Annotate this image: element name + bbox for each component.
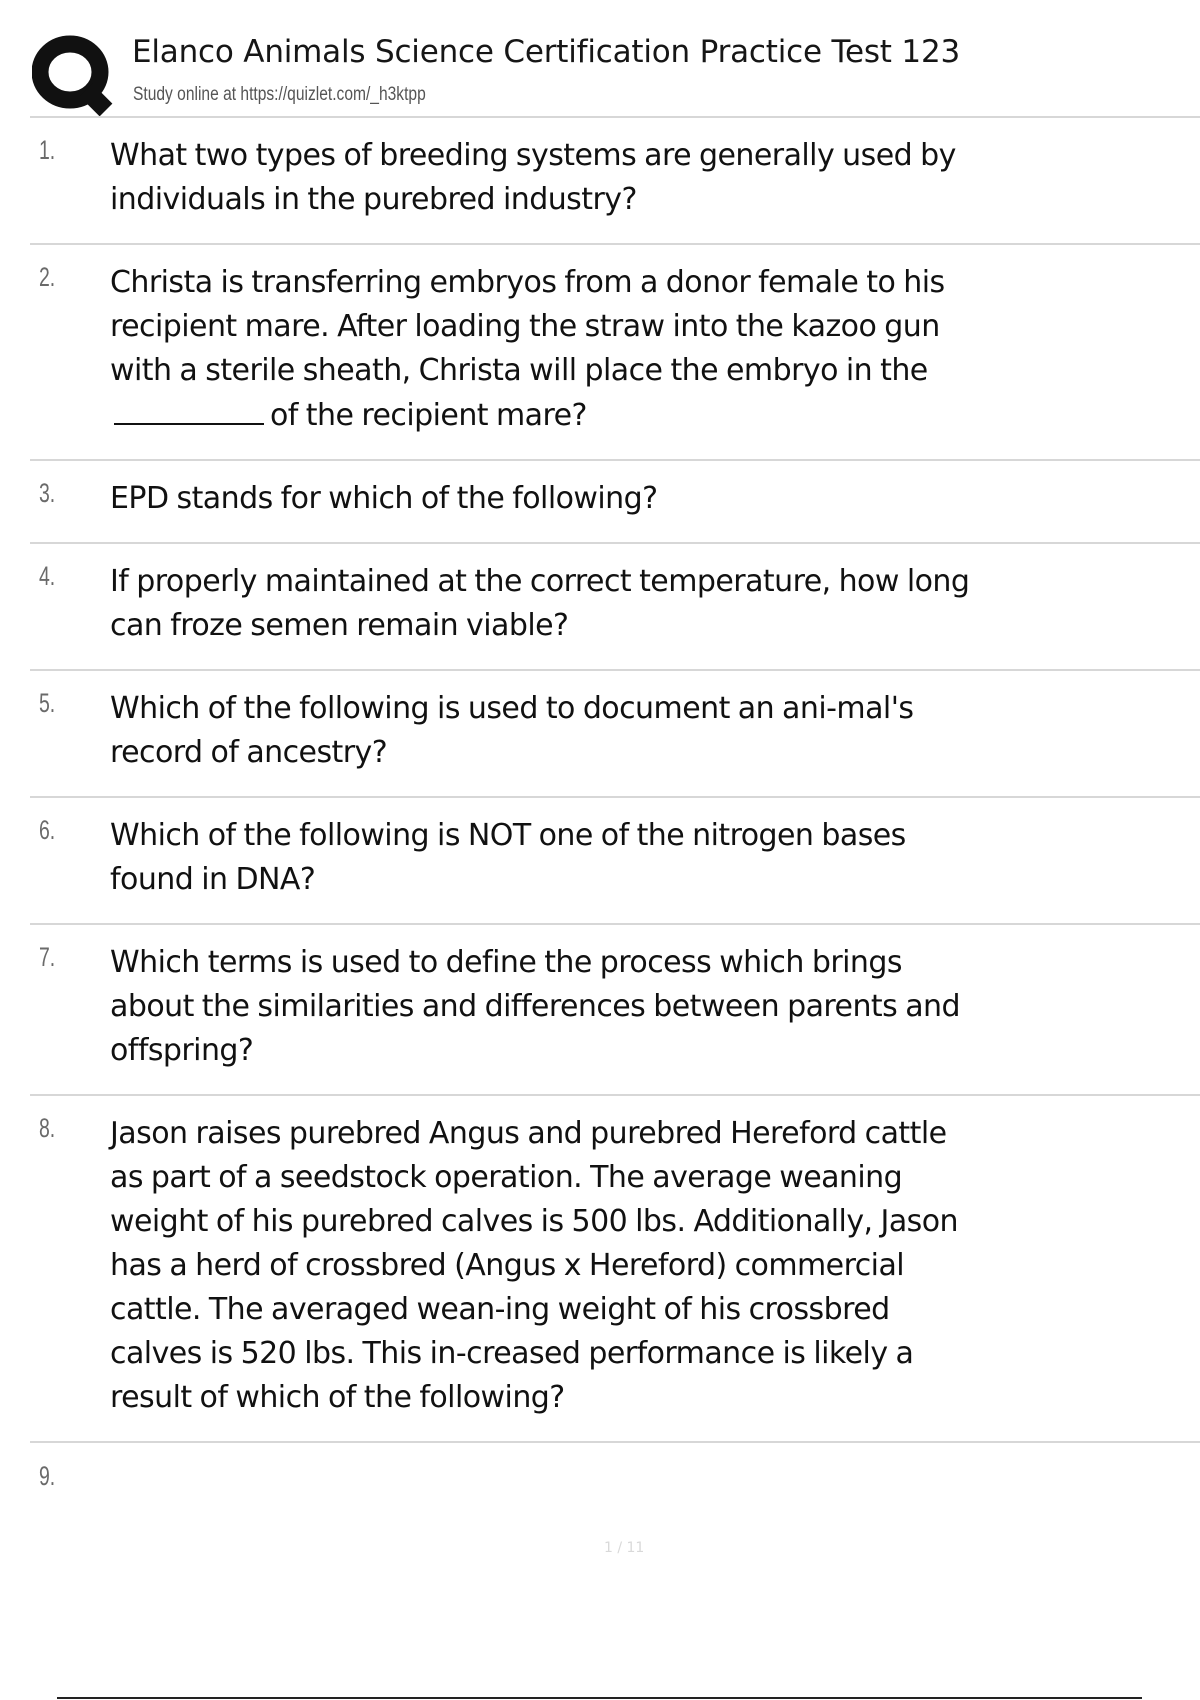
quizlet-q-logo-icon — [32, 34, 142, 118]
question-text: If properly maintained at the correct temperature, how long can froze semen remain viable? — [110, 564, 970, 643]
question-item-6 — [30, 798, 1200, 925]
question-text-before-blank: Christa is transferring embryos from a donor female to his recipient mare. After loading the straw into the kazoo gun with a sterile sheath, Christa will place the embryo in the — [110, 265, 945, 388]
question-number: 8. — [39, 1113, 56, 1143]
question-item-9 — [30, 1443, 1200, 1503]
question-item-2 — [30, 245, 1200, 461]
question-number: 1. — [39, 135, 56, 165]
question-number: 9. — [39, 1461, 56, 1491]
question-item-4 — [30, 544, 1200, 671]
question-list — [30, 116, 1200, 1503]
question-number: 2. — [39, 262, 56, 292]
document-header — [30, 28, 1200, 116]
question-text: EPD stands for which of the following? — [110, 481, 658, 516]
question-item-5 — [30, 671, 1200, 798]
question-number: 4. — [39, 561, 56, 591]
study-online-link[interactable]: Study online at https://quizlet.com/_h3ktpp — [133, 84, 426, 105]
question-item-8 — [30, 1096, 1200, 1443]
footer-divider — [57, 1697, 1142, 1699]
question-text: What two types of breeding systems are generally used by individuals in the purebred industry? — [110, 138, 956, 217]
question-text: Which of the following is NOT one of the nitrogen bases found in DNA? — [110, 818, 906, 897]
question-text — [110, 261, 970, 438]
page-number: 1 / 11 — [604, 1540, 645, 1556]
page-title: Elanco Animals Science Certification Practice Test 123 — [132, 34, 960, 70]
question-number: 6. — [39, 815, 56, 845]
question-text: Which terms is used to define the process which brings about the similarities and differences between parents and offspring? — [110, 945, 960, 1068]
question-number: 5. — [39, 688, 56, 718]
fill-in-blank — [114, 393, 264, 425]
question-item-1 — [30, 118, 1200, 245]
question-text-after-blank: of the recipient mare? — [270, 398, 587, 433]
question-number: 3. — [39, 478, 56, 508]
question-number: 7. — [39, 942, 56, 972]
question-text: Which of the following is used to document an ani-mal's record of ancestry? — [110, 691, 914, 770]
question-text: Jason raises purebred Angus and purebred Hereford cattle as part of a seedstock operation. The average weaning weight of his purebred calves is 500 lbs. Additionally, Jason has a herd of crossbred (Angus x Hereford) commercial cattle. The averaged wean-ing weight of his crossbred calves is 520 lbs. This in-creased performance is likely a result of which of the following? — [110, 1116, 959, 1415]
question-item-3 — [30, 461, 1200, 544]
question-item-7 — [30, 925, 1200, 1096]
